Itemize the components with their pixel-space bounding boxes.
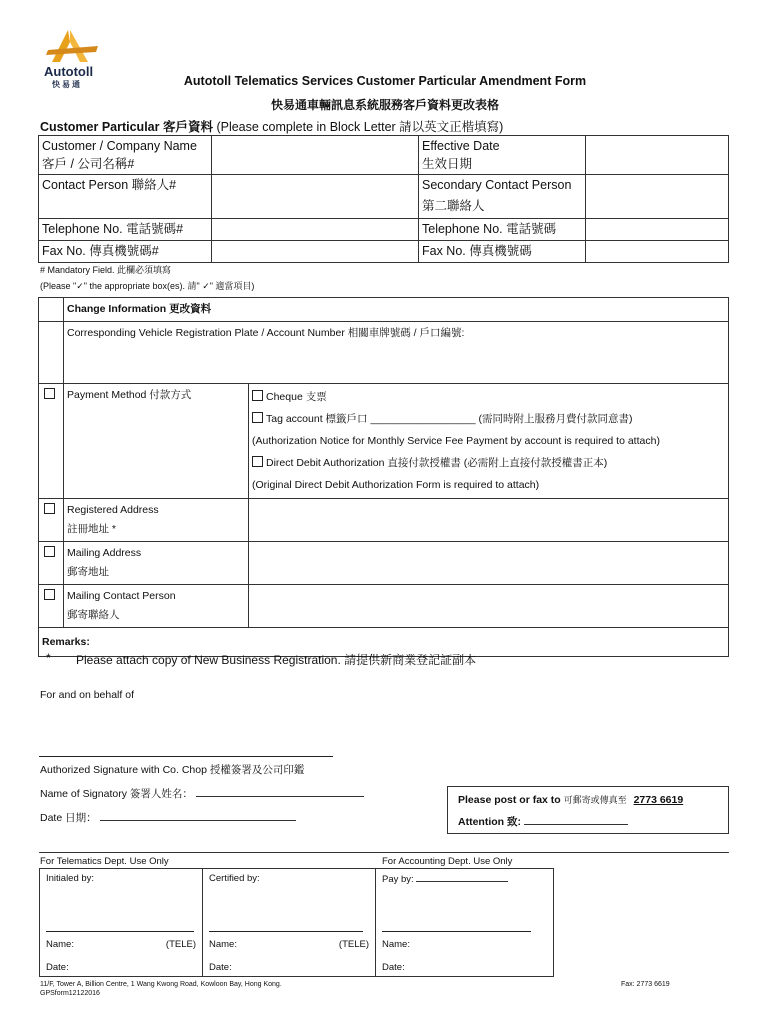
- secondary-contact-label-zh: 第二聯絡人: [422, 199, 485, 213]
- customer-name-label: [39, 136, 212, 175]
- mailing-checkbox-cell[interactable]: [39, 542, 64, 585]
- secondary-contact-label: [419, 175, 586, 219]
- signature-line[interactable]: [39, 756, 333, 757]
- logo-chinese: 快易通: [52, 80, 82, 89]
- attention-field[interactable]: [524, 815, 628, 825]
- autotoll-logo-icon: [40, 28, 110, 68]
- post-fax-label: Please post or fax to: [458, 794, 561, 806]
- registered-address-label-zh: 註冊地址 *: [67, 523, 117, 535]
- certified-tele-label: (TELE): [338, 939, 369, 950]
- telephone-label: Telephone No. 電話號碼#: [39, 219, 212, 241]
- cheque-option[interactable]: [252, 386, 725, 408]
- checkbox-icon[interactable]: [252, 456, 263, 467]
- signature-label: Authorized Signature with Co. Chop 授權簽署及公司印鑑: [40, 764, 305, 776]
- form-title-en: Autotoll Telematics Services Customer Particular Amendment Form: [183, 74, 587, 88]
- customer-name-label-zh: 客戶 / 公司名稱#: [42, 157, 135, 171]
- secondary-fax-label: Fax No. 傳真機號碼: [419, 241, 586, 263]
- post-fax-box: [447, 786, 729, 834]
- pay-by-date-label: Date:: [382, 962, 405, 973]
- original-dda-note: (Original Direct Debit Authorization Form is required to attach): [252, 479, 540, 491]
- attach-note: Please attach copy of New Business Registration. 請提供新商業登記証副本: [76, 653, 477, 667]
- checkbox-icon[interactable]: [44, 388, 55, 399]
- accounting-use-title: For Accounting Dept. Use Only: [382, 856, 513, 867]
- contact-person-label: Contact Person 聯絡人#: [39, 175, 212, 219]
- post-fax-number: 2773 6619: [633, 794, 684, 806]
- date-field[interactable]: [100, 810, 296, 821]
- section-heading-note: (Please complete in Block Letter 請以英文正楷填寫): [216, 120, 504, 134]
- checkbox-icon[interactable]: [252, 412, 263, 423]
- payment-options: [249, 384, 729, 499]
- telephone-field[interactable]: [212, 219, 419, 241]
- telematics-use-title: For Telematics Dept. Use Only: [40, 856, 169, 867]
- mailing-contact-label-en: Mailing Contact Person: [67, 590, 176, 602]
- checkbox-icon[interactable]: [44, 503, 55, 514]
- initialed-label: Initialed by:: [46, 873, 95, 884]
- vehicle-plate-label: Corresponding Vehicle Registration Plate / Account Number 相關車牌號碼 / 戶口編號:: [64, 322, 729, 384]
- remarks-label[interactable]: Remarks:: [39, 628, 729, 657]
- checkbox-icon[interactable]: [252, 390, 263, 401]
- checkbox-icon[interactable]: [44, 589, 55, 600]
- pay-by-name-label: Name:: [382, 939, 410, 950]
- certified-cell[interactable]: [203, 869, 376, 977]
- post-fax-label-zh: 可郵寄或傳真至: [563, 795, 627, 805]
- signatory-field[interactable]: [196, 786, 364, 797]
- cheque-label: Cheque 支票: [266, 391, 327, 403]
- mailing-contact-label: [64, 585, 249, 628]
- change-information-table: [38, 297, 729, 657]
- tag-account-label: Tag account 標籤戶口 __________________ (需同時附上服務月費付款同意書): [266, 413, 633, 425]
- tag-account-option[interactable]: [252, 408, 725, 430]
- direct-debit-option[interactable]: [252, 452, 725, 474]
- effective-date-label-en: Effective Date: [422, 139, 500, 153]
- signatory-label: Name of Signatory 簽署人姓名：: [40, 788, 193, 800]
- form-title-zh: 快易通車輛訊息系統服務客戶資料更改表格: [270, 98, 499, 112]
- initialed-line: [46, 931, 194, 932]
- effective-date-field[interactable]: [586, 136, 729, 175]
- pay-by-row: [382, 873, 547, 885]
- date-label: Date 日期：: [40, 812, 97, 824]
- office-divider: [39, 852, 729, 853]
- contact-person-field[interactable]: [212, 175, 419, 219]
- empty-cell: [39, 298, 64, 322]
- attach-star: *: [46, 651, 51, 665]
- registered-address-field[interactable]: [249, 499, 729, 542]
- fax-field[interactable]: [212, 241, 419, 263]
- customer-table: [38, 135, 729, 263]
- initialed-name-row: [46, 939, 196, 950]
- certified-date-label: Date:: [209, 962, 232, 973]
- empty-cell: [39, 322, 64, 384]
- pay-by-label: Pay by:: [382, 874, 414, 885]
- date-row: [40, 810, 296, 825]
- mailing-address-field[interactable]: [249, 542, 729, 585]
- change-heading: Change Information 更改資料: [64, 298, 729, 322]
- secondary-telephone-label: Telephone No. 電話號碼: [419, 219, 586, 241]
- section-heading-bold: Customer Particular 客戶資料: [40, 120, 213, 134]
- auth-notice: (Authorization Notice for Monthly Service Fee Payment by account is required to attach): [252, 435, 660, 447]
- registered-address-label-en: Registered Address: [67, 504, 159, 516]
- pay-by-line: [382, 931, 531, 932]
- initialed-date-label: Date:: [46, 962, 69, 973]
- certified-label: Certified by:: [209, 873, 260, 884]
- secondary-fax-field[interactable]: [586, 241, 729, 263]
- initialed-cell[interactable]: [40, 869, 203, 977]
- initialed-name-label: Name:: [46, 939, 74, 950]
- certified-name-row: [209, 939, 369, 950]
- attention-line: [458, 814, 628, 829]
- post-fax-line: [458, 793, 683, 806]
- customer-name-label-en: Customer / Company Name: [42, 139, 197, 153]
- mailing-contact-field[interactable]: [249, 585, 729, 628]
- direct-debit-label: Direct Debit Authorization 直接付款授權書 (必需附上直接付款授權書正本): [266, 457, 608, 469]
- pay-by-field[interactable]: [416, 873, 508, 882]
- registered-address-label: [64, 499, 249, 542]
- mailing-contact-checkbox-cell[interactable]: [39, 585, 64, 628]
- payment-checkbox-cell[interactable]: [39, 384, 64, 499]
- fax-label: Fax No. 傳真機號碼#: [39, 241, 212, 263]
- registered-checkbox-cell[interactable]: [39, 499, 64, 542]
- footer-fax: Fax: 2773 6619: [621, 981, 670, 988]
- signatory-row: [40, 786, 364, 801]
- checkbox-icon[interactable]: [44, 546, 55, 557]
- secondary-contact-field[interactable]: [586, 175, 729, 219]
- certified-name-label: Name:: [209, 939, 237, 950]
- secondary-telephone-field[interactable]: [586, 219, 729, 241]
- mandatory-note: # Mandatory Field. 此欄必須填寫: [40, 265, 172, 275]
- payment-method-label: Payment Method 付款方式: [64, 384, 249, 499]
- behalf-text: For and on behalf of: [40, 689, 134, 701]
- office-use-table: [39, 868, 554, 977]
- effective-date-label: [419, 136, 586, 175]
- mailing-address-label: [64, 542, 249, 585]
- footer-form-code: GPSform12122016: [40, 990, 100, 997]
- footer-address: 11/F, Tower A, Billion Centre, 1 Wang Kwong Road, Kowloon Bay, Hong Kong.: [40, 981, 282, 988]
- logo-name: Autotoll: [44, 64, 94, 79]
- initialed-tele-label: (TELE): [165, 939, 196, 950]
- attention-label: Attention 致:: [458, 816, 521, 828]
- tick-note: (Please "✓" the appropriate box(es). 請" ✓" 適當項目): [40, 281, 255, 291]
- effective-date-label-zh: 生效日期: [422, 157, 473, 171]
- mailing-contact-label-zh: 郵寄聯絡人: [67, 609, 120, 621]
- section-heading: [40, 117, 503, 135]
- pay-by-cell[interactable]: [376, 869, 554, 977]
- customer-name-field[interactable]: [212, 136, 419, 175]
- mailing-address-label-en: Mailing Address: [67, 547, 142, 559]
- certified-line: [209, 931, 363, 932]
- secondary-contact-label-en: Secondary Contact Person: [422, 178, 572, 192]
- mailing-address-label-zh: 郵寄地址: [67, 566, 109, 578]
